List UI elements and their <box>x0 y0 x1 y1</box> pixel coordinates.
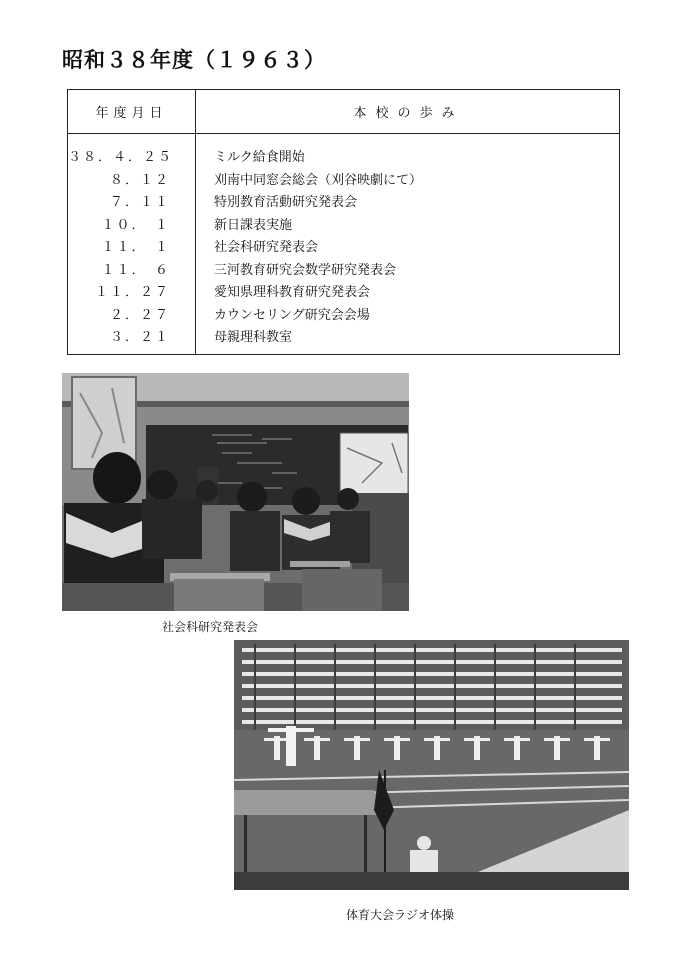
table-row <box>68 236 619 259</box>
table-row <box>68 146 619 169</box>
row-date: ３．２１ <box>109 330 170 345</box>
table-row <box>68 304 619 327</box>
row-date: ３８．４．２５ <box>68 150 174 165</box>
row-date: ７．１１ <box>109 195 170 210</box>
table-row <box>68 169 619 192</box>
table-row <box>68 259 619 282</box>
row-date: １１． １ <box>101 240 170 255</box>
row-date: ８．１２ <box>109 172 170 188</box>
row-event: 愛知県理科教育研究発表会 <box>214 285 371 300</box>
row-event: ミルク給食開始 <box>214 150 305 165</box>
row-date: １１． ６ <box>101 262 170 278</box>
header-date: 年度月日 <box>95 106 168 121</box>
photo-caption: 体育大会ラジオ体操 <box>346 908 455 922</box>
row-event: 社会科研究発表会 <box>214 240 319 255</box>
history-table <box>67 89 620 355</box>
row-date: １１．２７ <box>94 285 170 300</box>
row-event: 新日課表実施 <box>214 217 293 233</box>
header-divider <box>68 133 619 134</box>
row-event: 母親理科教室 <box>214 330 293 345</box>
photo-caption: 社会科研究発表会 <box>162 620 259 634</box>
row-date: ２．２７ <box>109 307 170 323</box>
table-row <box>68 191 619 214</box>
table-row <box>68 214 619 237</box>
header-event: 本校の歩み <box>353 106 464 121</box>
row-event: カウンセリング研究会会場 <box>214 307 370 323</box>
table-row <box>68 326 619 349</box>
row-date: １０． １ <box>101 217 170 233</box>
table-rows <box>68 146 619 349</box>
sports-day-photo <box>234 640 629 890</box>
classroom-photo <box>62 373 409 611</box>
page-title: 昭和３８年度（１９６３） <box>62 47 326 72</box>
row-event: 三河教育研究会数学研究発表会 <box>214 262 397 278</box>
table-row <box>68 281 619 304</box>
row-event: 刈南中同窓会総会（刈谷映劇にて） <box>214 172 423 188</box>
row-event: 特別教育活動研究発表会 <box>214 195 358 210</box>
